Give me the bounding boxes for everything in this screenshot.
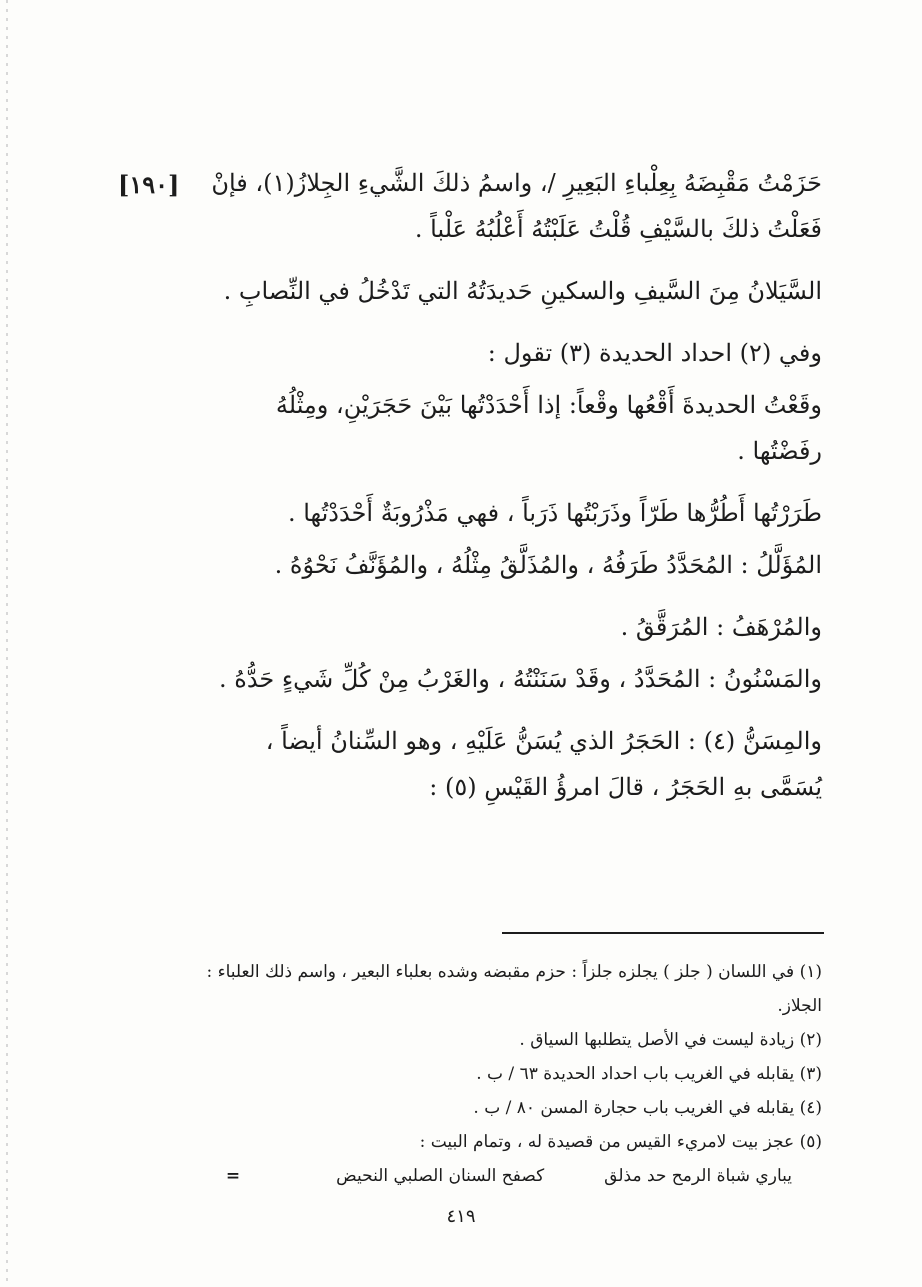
paragraph-3: وفي (٢) احداد الحديدة (٣) تقول :: [487, 339, 822, 367]
scan-edge: [6, 0, 8, 1287]
paragraph-7: والمُرْهَفُ : المُرَقَّقُ .: [620, 613, 822, 641]
verse-first-hemistich: يباري شباة الرمح حد مذلق: [604, 1166, 792, 1186]
paragraph-1: حَزَمْتُ مَقْبِضَهُ بِعِلْباءِ البَعِيرِ /، واسمُ ذلكَ الشَّيءِ الجِلازُ(١)، فإنْ فَعَلْتُ ذلكَ بالسَّيْفِ قُلْتُ عَلَبْتُهُ أَعْلُبُهُ عَلْباً .: [211, 169, 822, 243]
paragraph-5: طَرَرْتُها أَطُرُّها طَرّاً وذَرَبْتُها ذَرَباً ، فهي مَذْرُوبَةٌ أَحْدَدْتُها .: [287, 499, 822, 527]
footnote-4: (٤) يقابله في الغريب باب حجارة المسن ٨٠ / ب .: [473, 1098, 822, 1118]
paragraph-2: السَّيَلانُ مِنَ السَّيفِ والسكينِ حَديدَتُهُ التي تَدْخُلُ في النِّصابِ .: [223, 277, 822, 305]
paragraph-4: وقَعْتُ الحديدةَ أَقْعُها وقْعاً: إذا أَحْدَدْتُها بَيْنَ حَجَرَيْنِ، ومِثْلُهُ رفَضْتُها .: [275, 391, 822, 465]
verse-second-hemistich: كصفح السنان الصلبي النحيض: [336, 1166, 545, 1186]
footnote-divider: [502, 932, 824, 934]
paragraph-6: المُؤَلَّلُ : المُحَدَّدُ طَرَفُهُ ، والمُذَلَّقُ مِثْلُهُ ، والمُؤَنَّفُ نَحْوُهُ .: [274, 551, 822, 579]
paragraph-9: والمِسَنُّ (٤) : الحَجَرُ الذي يُسَنُّ عَلَيْهِ ، وهو السِّنانُ أيضاً ، يُسَمَّى بهِ الحَجَرُ ، قالَ امرؤُ القَيْسِ (٥) :: [265, 727, 822, 801]
continuation-mark: =: [225, 1166, 241, 1186]
footnote-1: (١) في اللسان ( جلز ) يجلزه جلزاً : حزم مقبضه وشده بعلباء البعير ، واسم ذلك العلباء : الجلاز.: [206, 962, 822, 1016]
footnote-3: (٣) يقابله في الغريب باب احداد الحديدة ٦٣ / ب .: [476, 1064, 822, 1084]
footnote-2: (٢) زيادة ليست في الأصل يتطلبها السياق .: [519, 1030, 822, 1050]
margin-reference: [١٩٠]: [118, 170, 180, 199]
footnote-5: (٥) عجز بيت لامريء القيس من قصيدة له ، وتمام البيت :: [419, 1132, 822, 1152]
page-number: ٤١٩: [446, 1206, 476, 1227]
footnotes: [200, 955, 822, 1193]
paragraph-8: والمَسْنُونُ : المُحَدَّدُ ، وقَدْ سَنَنْتُهُ ، والغَرْبُ مِنْ كُلِّ شَيءٍ حَدُّهُ .: [219, 665, 822, 693]
main-text: [210, 160, 822, 826]
verse-line: [200, 1159, 792, 1193]
